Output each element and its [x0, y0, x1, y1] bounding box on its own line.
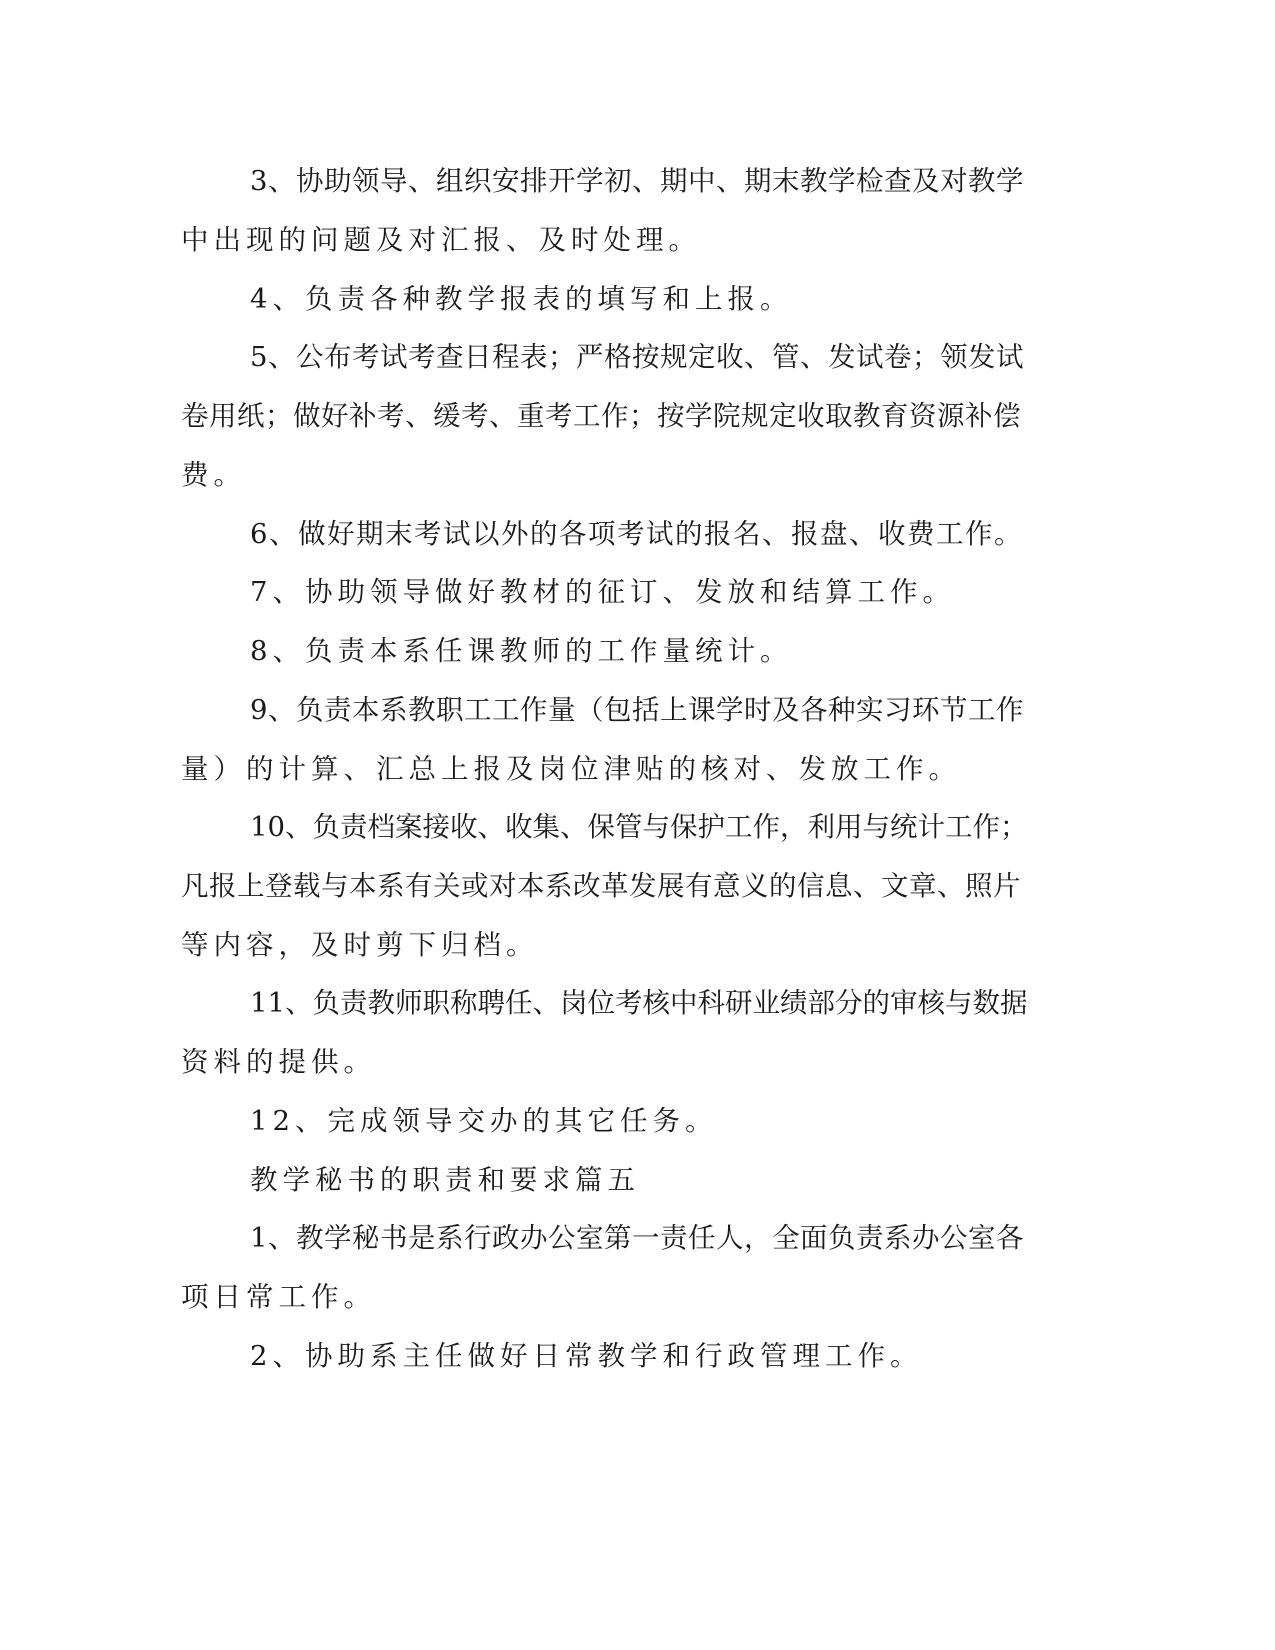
text-line: 6、做好期末考试以外的各项考试的报名、报盘、收费工作。	[250, 518, 1023, 550]
text-line: 5、公布考试考查日程表；严格按规定收、管、发试卷；领发试	[250, 341, 1024, 373]
text-line: 11、负责教师职称聘任、岗位考核中科研业绩部分的审核与数据	[250, 987, 1028, 1019]
text-line: 12、完成领导交办的其它任务。	[250, 1105, 718, 1137]
text-line: 2、协助系主任做好日常教学和行政管理工作。	[250, 1340, 923, 1372]
text-line: 10、负责档案接收、收集、保管与保护工作，利用与统计工作；	[250, 811, 1028, 843]
text-line: 9、负责本系教职工工作量（包括上课学时及各种实习环节工作	[250, 694, 1024, 726]
text-line: 3、协助领导、组织安排开学初、期中、期末教学检查及对教学	[250, 165, 1024, 197]
text-line: 项日常工作。	[181, 1281, 376, 1313]
text-line: 等内容，及时剪下归档。	[181, 929, 539, 961]
text-line: 费。	[181, 459, 246, 491]
text-line: 8、负责本系任课教师的工作量统计。	[250, 635, 793, 667]
text-line: 凡报上登载与本系有关或对本系改革发展有意义的信息、文章、照片	[181, 870, 1021, 902]
text-line: 资料的提供。	[181, 1046, 376, 1078]
section-heading: 教学秘书的职责和要求篇五	[250, 1164, 640, 1196]
text-line: 卷用纸；做好补考、缓考、重考工作；按学院规定收取教育资源补偿	[181, 400, 1021, 432]
text-line: 7、协助领导做好教材的征订、发放和结算工作。	[250, 576, 955, 608]
text-line: 量）的计算、汇总上报及岗位津贴的核对、发放工作。	[181, 753, 961, 785]
text-line: 中出现的问题及对汇报、及时处理。	[181, 224, 701, 256]
text-line: 4、负责各种教学报表的填写和上报。	[250, 283, 793, 315]
text-line: 1、教学秘书是系行政办公室第一责任人，全面负责系办公室各	[250, 1222, 1024, 1254]
